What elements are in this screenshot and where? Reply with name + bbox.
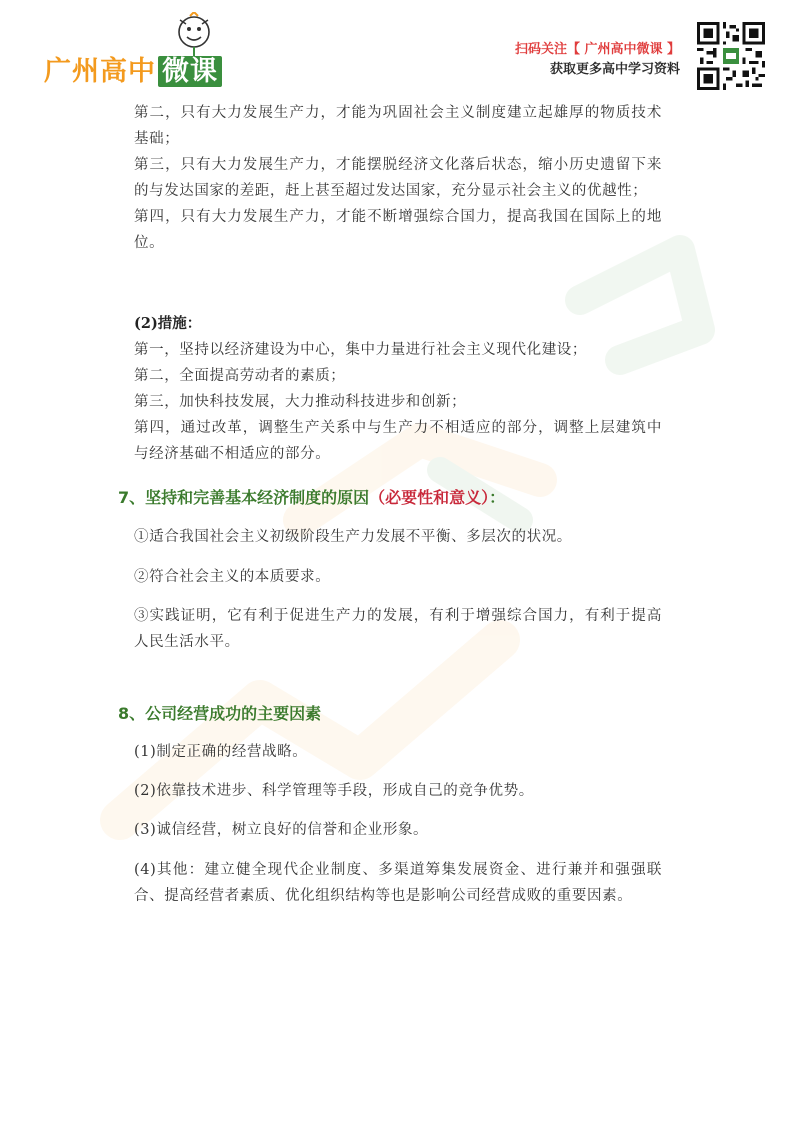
measure-item: 第一，坚持以经济建设为中心，集中力量进行社会主义现代化建设； (134, 342, 587, 358)
section-7-item: ①适合我国社会主义初级阶段生产力发展不平衡、多层次的状况。 (134, 529, 572, 545)
section-8-title-text: 8、公司经营成功的主要因素 (118, 704, 322, 723)
section-7-title-text: 7、坚持和完善基本经济制度的原因 (118, 488, 370, 507)
continued-paragraphs (134, 100, 662, 256)
section-7-item: ③实践证明，它有利于促进生产力的发展，有利于增强综合国力，有利于提高人民生活水平。 (134, 608, 662, 650)
section-7-title-end: ： (489, 488, 506, 507)
measure-item: 第四，通过改革，调整生产关系中与生产力不相适应的部分，调整上层建筑中与经济基础不相适应的部分。 (134, 420, 662, 462)
mascot-pencil-icon (172, 12, 216, 58)
promo-line-2: 获取更多高中学习资料 (549, 62, 680, 77)
logo-text-highlight: 微课 (158, 56, 222, 87)
measure-item: 第三，加快科技发展，大力推动科技进步和创新； (134, 394, 467, 410)
paragraph-second: 第二，只有大力发展生产力，才能为巩固社会主义制度建立起雄厚的物质技术基础； (134, 105, 662, 147)
measure-item: 第二，全面提高劳动者的素质； (134, 368, 346, 384)
paragraph-third: 第三，只有大力发展生产力，才能摆脱经济文化落后状态，缩小历史遗留下来的与发达国家的差距，赶上甚至超过发达国家，充分显示社会主义的优越性； (134, 157, 662, 199)
section-8-item: (2)依靠技术进步、科学管理等手段，形成自己的竞争优势。 (134, 783, 534, 799)
logo-text-main: 广州高中 (44, 56, 156, 87)
section-8-item: (1)制定正确的经营战略。 (134, 744, 308, 760)
section-8-item: (3)诚信经营，树立良好的信誉和企业形象。 (134, 822, 429, 838)
measures-block (134, 311, 662, 467)
qr-promo (515, 40, 680, 80)
qr-code-icon[interactable] (697, 22, 765, 90)
section-7-title (118, 486, 505, 510)
section-8-item: (4)其他：建立健全现代企业制度、多渠道筹集发展资金、进行兼并和强强联合、提高经营者素质、优化组织结构等也是影响公司经营成败的重要因素。 (134, 862, 662, 904)
promo-line-1: 扫码关注【 广州高中微课 】 (514, 42, 680, 57)
paragraph-fourth: 第四，只有大力发展生产力，才能不断增强综合国力，提高我国在国际上的地位。 (134, 209, 662, 251)
measures-heading: (2)措施： (134, 315, 202, 332)
section-8-title (118, 702, 321, 726)
site-logo (44, 12, 274, 87)
section-7-item: ②符合社会主义的本质要求。 (134, 569, 331, 585)
section-7-title-emphasis: （必要性和意义） (369, 488, 490, 507)
